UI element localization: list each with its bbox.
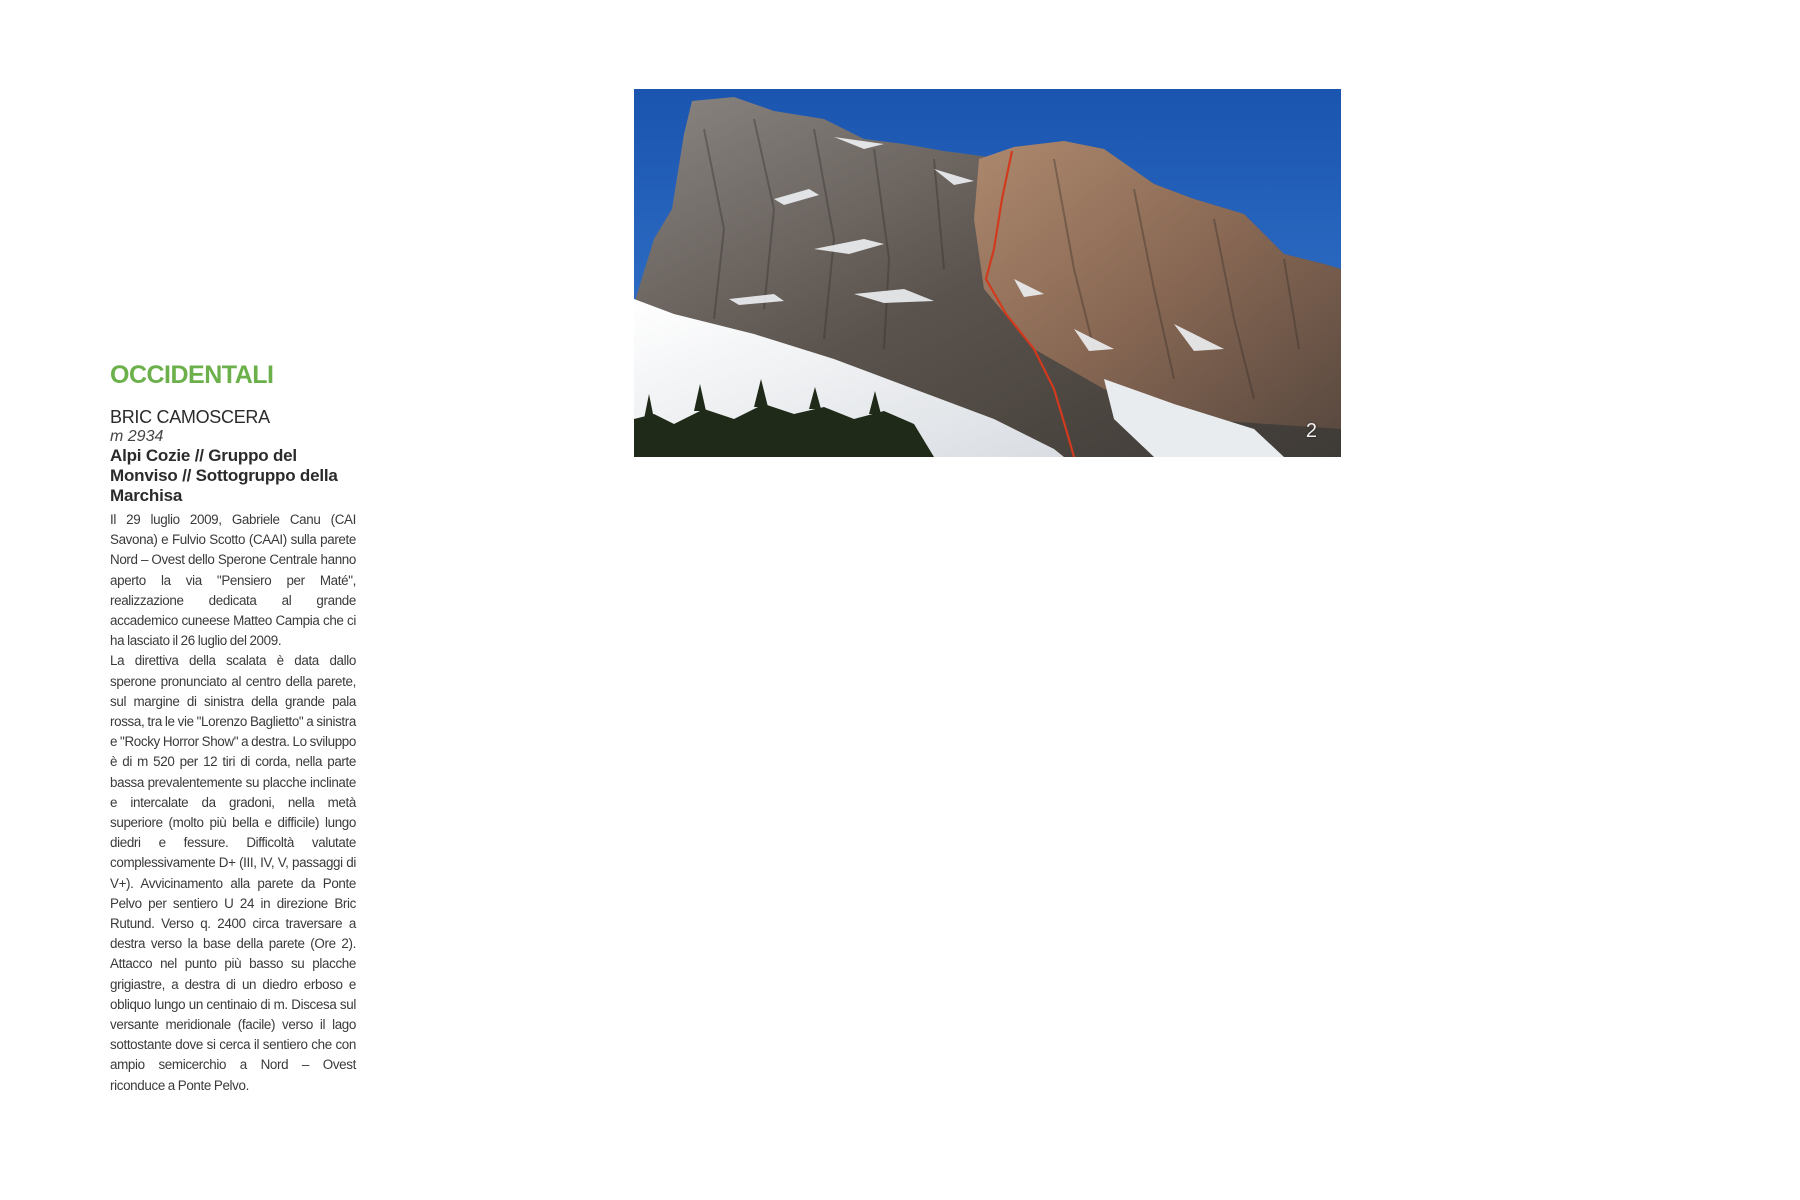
photo-number: 2 bbox=[1305, 420, 1317, 442]
peak-name: BRIC CAMOSCERA bbox=[110, 407, 270, 427]
mountain-photo bbox=[634, 89, 1341, 457]
mountain-face-illustration bbox=[634, 89, 1341, 457]
peak-location: Alpi Cozie // Gruppo del Monviso // Sottogruppo della Marchisa bbox=[110, 446, 338, 505]
peak-altitude: m 2934 bbox=[110, 428, 164, 445]
article-column bbox=[110, 360, 356, 1096]
article-paragraph: Il 29 luglio 2009, Gabriele Canu (CAI Savona) e Fulvio Scotto (CAAI) sulla parete Nord – Ovest dello Sperone Centrale hanno aperto la via "Pensiero per Maté", realizzazione dedicata al grande accademico cuneese Matteo Campia che ci ha lasciato il 26 luglio del 2009. bbox=[110, 512, 356, 649]
article-paragraph: La direttiva della scalata è data dallo sperone pronunciato al centro della parete, sul margine di sinistra della grande pala rossa, tra le vie "Lorenzo Baglietto" a sinistra e "Rocky Horror Show" a destra. Lo sviluppo è di m 520 per 12 tiri di corda, nella parte bassa prevalentemente su placche inclinate e intercalate da gradoni, nella metà superiore (molto più bella e difficile) lungo diedri e fessure. Difficoltà valutate complessivamente D+ (III, IV, V, passaggi di V+). Avvicinamento alla parete da Ponte Pelvo per sentiero U 24 in direzione Bric Rutund. Verso q. 2400 circa traversare a destra verso la base della parete (Ore 2). Attacco nel punto più basso su placche grigiastre, a destra di un diedro erboso e obliquo lungo un centinaio di m. Discesa sul versante meridionale (facile) verso il lago sottostante dove si cerca il sentiero che con ampio semicerchio a Nord – Ovest riconduce a Ponte Pelvo. bbox=[110, 653, 356, 1093]
section-title: OCCIDENTALI bbox=[110, 361, 274, 389]
